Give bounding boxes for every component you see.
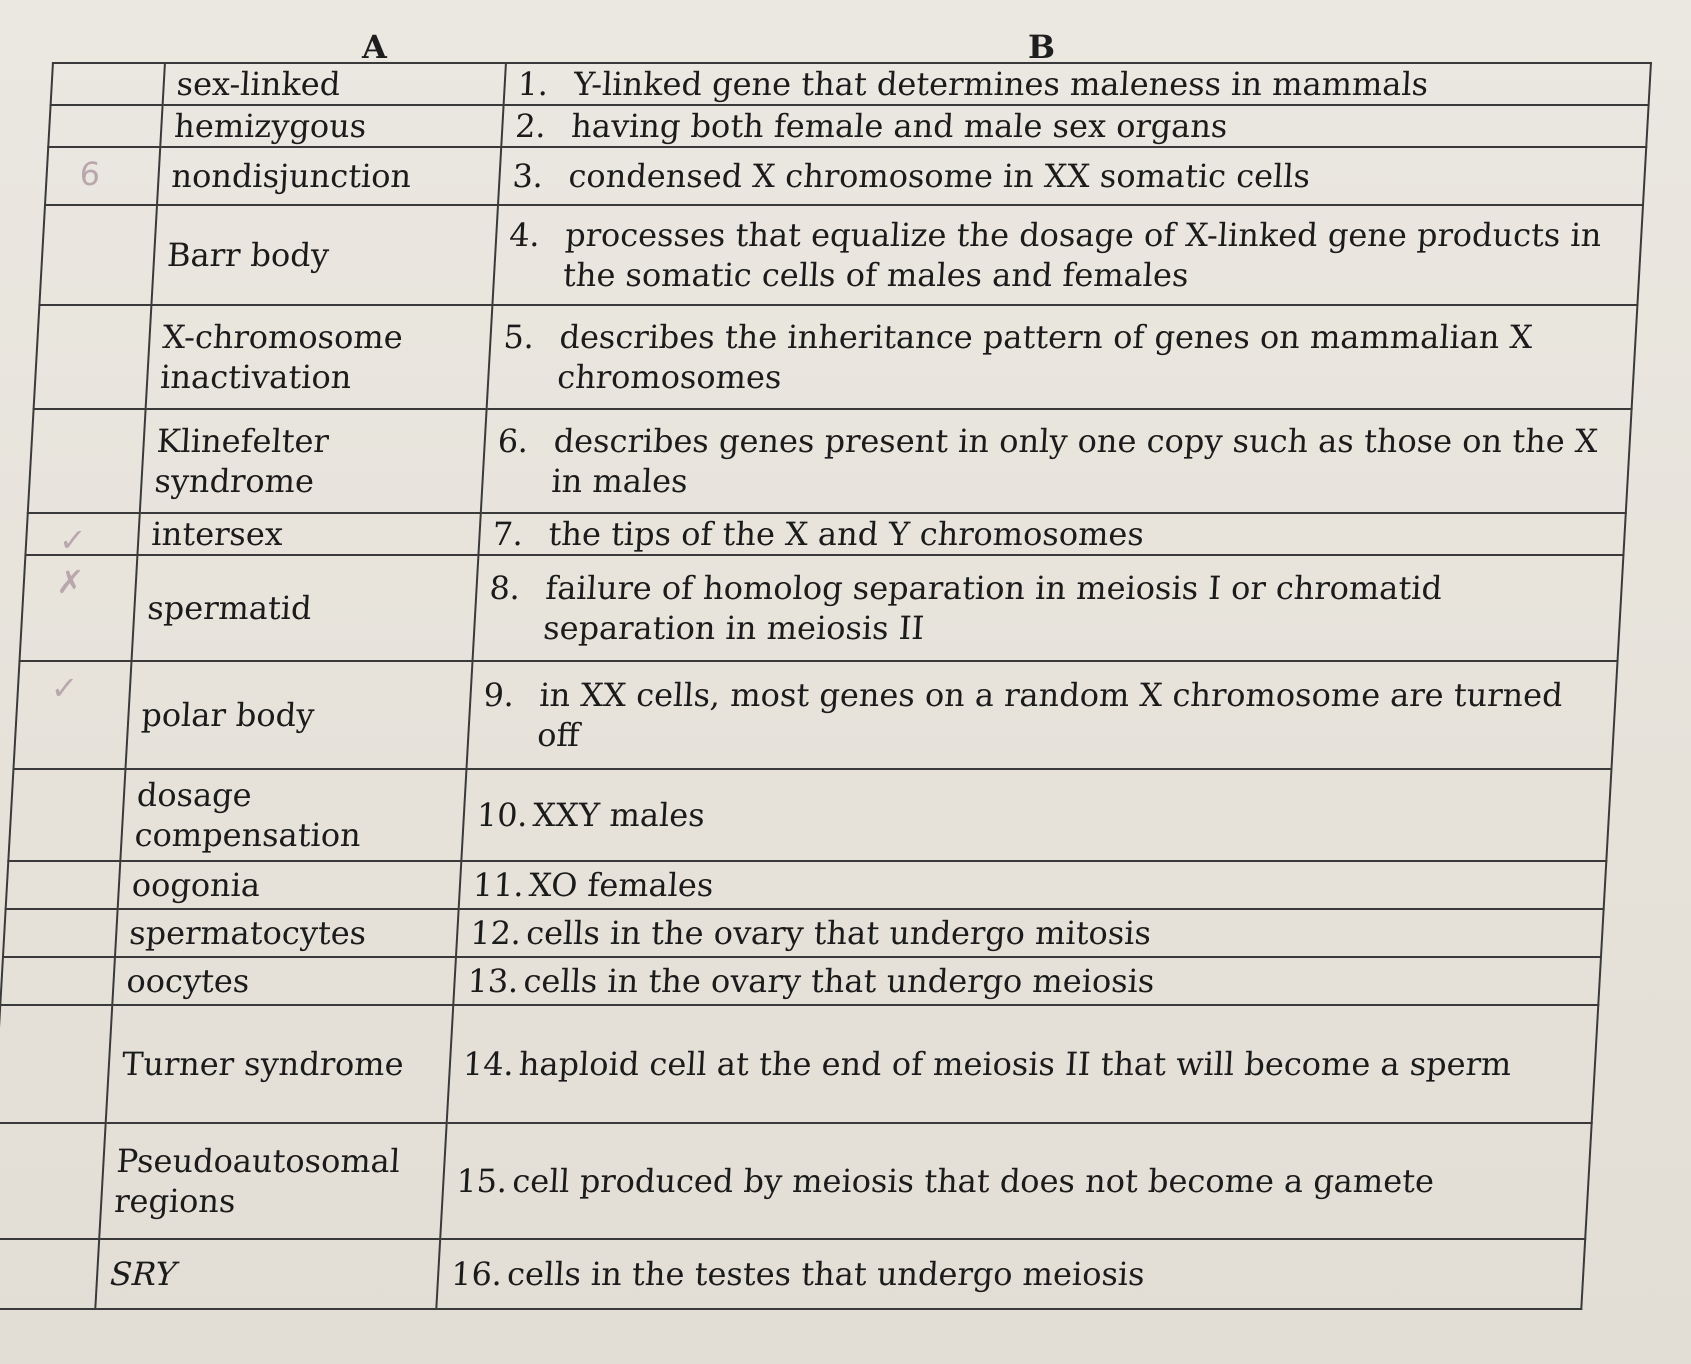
answer-mark-cell[interactable] <box>0 1239 99 1309</box>
definition-number: 16. <box>450 1255 504 1293</box>
definition-cell <box>453 957 1601 1005</box>
definition-number: 10. <box>475 796 529 834</box>
term-cell: oogonia <box>118 861 462 909</box>
definition-text: having both female and male sex organs <box>570 107 1229 145</box>
definition-text: processes that equalize the dosage of X-linked gene products in the somatic cells of males and females <box>562 216 1603 294</box>
table-row <box>28 409 1632 513</box>
definition-cell <box>440 1123 1591 1239</box>
definition-number: 13. <box>466 962 520 1000</box>
definition-cell <box>456 909 1604 957</box>
table-row <box>51 63 1651 105</box>
answer-mark-cell[interactable] <box>8 769 125 861</box>
definition-number: 9. <box>482 676 516 714</box>
term-cell: Turner syndrome <box>106 1005 454 1123</box>
definition-number: 11. <box>471 866 525 904</box>
definition-text: cells in the ovary that undergo meiosis <box>522 962 1156 1000</box>
definition-cell <box>461 769 1611 861</box>
answer-mark-cell[interactable] <box>28 409 146 513</box>
definition-cell <box>492 205 1643 305</box>
table-row <box>0 957 1601 1005</box>
term-cell: X-chromosome inactivation <box>146 305 493 409</box>
definition-number: 12. <box>469 914 523 952</box>
table-row <box>34 305 1638 409</box>
definition-text: XXY males <box>531 796 706 834</box>
definition-text: failure of homolog separation in meiosis I or chromatid separation in meiosis II <box>542 569 1444 647</box>
definition-number: 7. <box>491 515 525 553</box>
definition-number: 1. <box>516 65 550 103</box>
definition-cell <box>478 513 1625 555</box>
definition-number: 5. <box>502 318 536 356</box>
handwritten-mark: ✓ <box>49 669 79 707</box>
definition-number: 4. <box>508 216 541 254</box>
handwritten-mark: 6 <box>78 155 102 193</box>
term-cell: polar body <box>125 661 472 769</box>
term-cell: sex-linked <box>163 63 506 105</box>
definition-cell <box>487 305 1638 409</box>
term-cell: Barr body <box>151 205 498 305</box>
table-row <box>39 205 1643 305</box>
definition-text: cells in the testes that undergo meiosis <box>506 1255 1146 1293</box>
term-cell: hemizygous <box>160 105 503 147</box>
answer-mark-cell[interactable] <box>0 1123 106 1239</box>
definition-number: 15. <box>455 1162 509 1200</box>
definition-text: cells in the ovary that undergo mitosis <box>525 914 1153 952</box>
answer-mark-cell[interactable] <box>0 1005 112 1123</box>
table-row <box>6 861 1607 909</box>
definition-text: Y-linked gene that determines maleness in mammals <box>572 65 1430 103</box>
definition-cell <box>498 147 1646 205</box>
term-cell: Pseudoautosomal regions <box>99 1123 446 1239</box>
answer-mark-cell[interactable] <box>51 63 165 105</box>
term-cell: intersex <box>137 513 480 555</box>
table-row <box>3 909 1604 957</box>
definition-text: XO females <box>527 866 715 904</box>
term-cell: spermatocytes <box>115 909 459 957</box>
term-cell: Klinefelter syndrome <box>140 409 487 513</box>
definition-number: 14. <box>461 1045 515 1083</box>
definition-text: condensed X chromosome in XX somatic cells <box>567 157 1312 195</box>
definition-cell <box>473 555 1624 661</box>
table-row <box>45 147 1646 205</box>
table-row <box>13 661 1617 769</box>
term-cell: spermatid <box>132 555 479 661</box>
answer-mark-cell[interactable] <box>0 957 115 1005</box>
answer-mark-cell[interactable] <box>20 555 138 661</box>
definition-text: haploid cell at the end of meiosis II that will become a sperm <box>517 1045 1513 1083</box>
definition-text: in XX cells, most genes on a random X chromosome are turned off <box>536 676 1564 754</box>
definition-text: cell produced by meiosis that does not become a gamete <box>511 1162 1436 1200</box>
column-a-header: A <box>362 28 387 66</box>
definition-cell <box>504 63 1651 105</box>
definition-text: describes the inheritance pattern of genes on mammalian X chromosomes <box>556 318 1534 396</box>
term-cell: nondisjunction <box>157 147 501 205</box>
answer-mark-cell[interactable] <box>39 205 157 305</box>
matching-table-body <box>0 63 1651 1309</box>
handwritten-mark: ✗ <box>55 563 85 601</box>
definition-number: 8. <box>488 569 522 607</box>
definition-text: the tips of the X and Y chromosomes <box>547 515 1145 553</box>
answer-mark-cell[interactable] <box>25 513 139 559</box>
answer-mark-cell[interactable] <box>48 105 162 147</box>
definition-cell <box>447 1005 1599 1123</box>
table-row <box>20 555 1624 661</box>
definition-cell <box>501 105 1648 147</box>
table-row <box>48 105 1648 147</box>
answer-mark-cell[interactable] <box>3 909 118 957</box>
table-row <box>0 1239 1585 1309</box>
term-cell: dosage compensation <box>120 769 466 861</box>
answer-mark-cell[interactable] <box>6 861 121 909</box>
definition-number: 6. <box>496 422 530 460</box>
answer-mark-cell[interactable] <box>45 147 160 205</box>
definition-text: describes genes present in only one copy such as those on the X in males <box>550 422 1599 500</box>
table-row <box>0 1123 1592 1239</box>
term-cell: oocytes <box>112 957 456 1005</box>
table-row <box>8 769 1611 861</box>
column-b-header: B <box>1028 28 1056 66</box>
term-cell: SRY <box>95 1239 440 1309</box>
table-row <box>0 1005 1598 1123</box>
definition-number: 2. <box>514 107 548 145</box>
definition-cell <box>459 861 1607 909</box>
definition-cell <box>436 1239 1585 1309</box>
matching-table <box>0 62 1652 1310</box>
definition-cell <box>466 661 1617 769</box>
answer-mark-cell[interactable] <box>34 305 152 409</box>
table-row <box>25 513 1625 555</box>
definition-number: 3. <box>511 157 545 195</box>
definition-cell <box>481 409 1632 513</box>
answer-mark-cell[interactable] <box>13 661 131 769</box>
handwritten-mark: ✓ <box>58 521 88 559</box>
